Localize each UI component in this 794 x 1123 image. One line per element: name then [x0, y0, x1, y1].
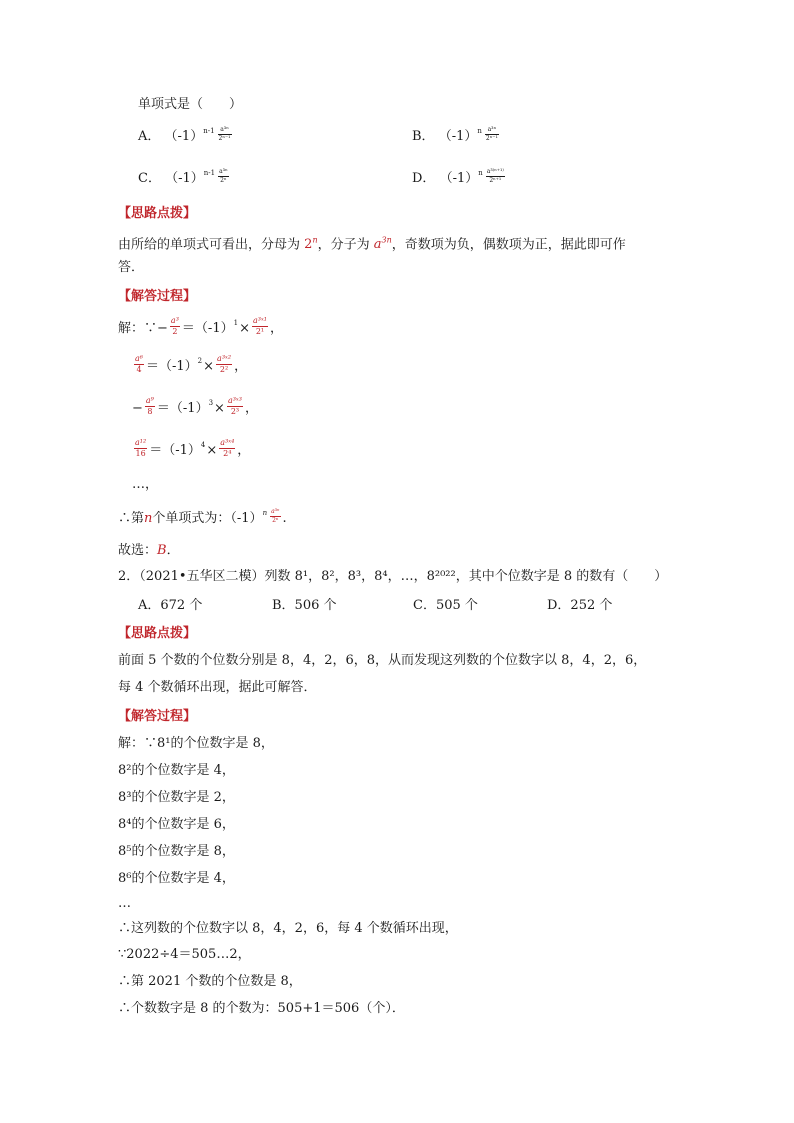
q2-option-c: C．505 个: [413, 598, 478, 613]
rhs-fraction: [216, 354, 232, 375]
denominator: 2ⁿ⁻¹: [218, 135, 231, 142]
solution-prefix: 解：∵: [118, 321, 158, 336]
option-fraction: [218, 126, 232, 143]
answer-value: B: [157, 543, 167, 558]
numerator: a³ⁿ: [219, 168, 228, 175]
ellipsis: …，: [132, 477, 159, 492]
conclusion-prefix: ∴第: [118, 511, 145, 526]
denominator: 2⁴: [223, 449, 232, 458]
option-letter: B．: [412, 129, 435, 144]
numerator: a³ⁿ: [218, 126, 232, 135]
conclusion-end: .: [282, 511, 287, 526]
prompt-text: 单项式是（ ）: [138, 97, 243, 112]
times-sign: ×: [214, 401, 225, 416]
denominator: 2²: [219, 365, 229, 374]
lhs-fraction: [145, 396, 155, 417]
q2-solution-line: ∴个数数字是 8 的个数为：505+1＝506（个）．: [118, 1001, 405, 1016]
hint-segment: 由所给的单项式可看出，分母为: [118, 237, 301, 253]
numerator: a³⁽ⁿ⁺¹⁾: [486, 168, 504, 175]
option-fraction: [218, 168, 229, 185]
base: （-1）: [169, 401, 209, 416]
rhs-fraction: [227, 396, 243, 417]
numerator: a³: [170, 316, 179, 325]
q2-hint-heading: 【思路点拨】: [118, 626, 197, 641]
numerator: a⁶: [135, 354, 143, 363]
hint-text: [118, 232, 626, 254]
option-base: （-1）: [165, 171, 204, 186]
option-a: [138, 128, 234, 147]
answer-prefix: 故选：: [118, 543, 158, 558]
denominator: 2: [172, 327, 178, 336]
option-exponent: n-1: [203, 127, 215, 135]
solution-conclusion: [118, 510, 287, 529]
numerator: a³ⁿ: [271, 508, 280, 515]
variable-n: n: [144, 511, 153, 526]
option-d: [412, 170, 507, 189]
denominator: 2¹: [255, 327, 265, 336]
lhs-fraction: [134, 354, 144, 375]
solution-row-3: [132, 398, 258, 419]
option-base: （-1）: [164, 129, 204, 144]
exponent: 2: [197, 357, 203, 365]
hint-numerator: [374, 237, 392, 252]
exponent: 3n: [381, 236, 392, 245]
option-exponent: n: [478, 169, 483, 177]
denominator: 4: [136, 365, 142, 374]
hint-segment: ，分子为: [317, 237, 370, 253]
exponent: n: [262, 509, 268, 517]
solution-row-2: [132, 356, 247, 377]
denominator: 2ⁿ: [272, 517, 279, 524]
times-sign: ×: [239, 321, 250, 336]
q2-solution-line: 8⁶的个位数字是 4，: [118, 871, 235, 886]
q2-solution-line: 8⁴的个位数字是 6，: [118, 817, 235, 832]
q2-solution-line: ∴第 2021 个数的个位数是 8，: [118, 974, 302, 989]
base: （-1）: [194, 321, 234, 336]
times-sign: ×: [203, 359, 215, 374]
equals-sign: ＝: [181, 321, 195, 336]
denominator: 2ⁿ: [220, 177, 227, 184]
q2-solution-line: 解：∵8¹的个位数字是 8，: [118, 736, 274, 751]
q2-option-d: D．252 个: [547, 598, 613, 613]
q2-option-a: A．672 个: [138, 598, 203, 613]
q2-solution-line: 8⁵的个位数字是 8，: [118, 844, 235, 859]
q2-hint-line2: 每 4 个数循环出现，据此可解答．: [118, 680, 317, 695]
option-letter: D．: [412, 171, 436, 186]
q2-solution-heading: 【解答过程】: [118, 709, 197, 724]
lhs-fraction: [170, 316, 180, 337]
row-end: ，: [270, 321, 284, 336]
numerator: a¹²: [135, 438, 147, 447]
sign: −: [157, 321, 168, 336]
option-exponent: n-1: [203, 169, 216, 177]
option-fraction: [486, 168, 505, 185]
solution-heading: 【解答过程】: [118, 289, 197, 304]
option-b: [412, 128, 501, 147]
question-2-stem: 2．（2021•五华区二模）列数 8¹，8²，8³，8⁴，…，8²⁰²²，其中个位数字是 8 的数有（ ）: [118, 569, 668, 584]
solution-row-4: [132, 440, 250, 461]
q2-solution-line: 8³的个位数字是 2，: [118, 790, 235, 805]
base: 2: [304, 237, 313, 253]
option-letter: C．: [138, 171, 161, 186]
base: （-1）: [159, 359, 198, 374]
base: a: [373, 237, 382, 253]
option-exponent: n: [477, 127, 482, 135]
answer-line: [118, 542, 180, 560]
denominator: 16: [135, 449, 146, 458]
conclusion-mid: 个单项式为：（-1）: [152, 511, 263, 526]
row-end: ，: [237, 443, 251, 458]
option-c: [138, 170, 231, 189]
option-fraction: [485, 126, 499, 143]
denominator: 2ⁿ⁻¹: [485, 135, 498, 142]
times-sign: ×: [206, 443, 218, 458]
rhs-fraction: [219, 438, 235, 459]
option-base: （-1）: [439, 171, 479, 186]
question-prompt: [138, 96, 242, 114]
equals-sign: ＝: [149, 443, 163, 458]
numerator: a⁹: [145, 396, 154, 405]
equals-sign: ＝: [156, 401, 170, 416]
base: （-1）: [162, 443, 201, 458]
numerator: a³ˣ¹: [252, 316, 267, 325]
denominator: 8: [147, 407, 153, 416]
hint-text-line2: 答．: [118, 260, 145, 275]
denominator: 2ⁿ⁺¹: [489, 177, 502, 184]
q2-option-b: B．506 个: [272, 598, 337, 613]
equals-sign: ＝: [145, 359, 159, 374]
hint-denominator: [304, 237, 317, 252]
exponent: 3: [208, 399, 214, 407]
solution-row-1: [118, 318, 283, 339]
numerator: a³ⁿ: [485, 126, 499, 135]
row-end: ，: [244, 401, 258, 416]
q2-solution-line: ∴这列数的个位数字以 8，4，2，6，每 4 个数循环出现，: [118, 921, 458, 936]
sign: −: [132, 401, 143, 416]
q2-solution-line: ∵2022÷4＝505…2，: [118, 947, 251, 962]
exponent: 4: [200, 441, 206, 449]
lhs-fraction: [134, 438, 147, 459]
q2-solution-line: 8²的个位数字是 4，: [118, 763, 235, 778]
answer-end: ．: [166, 543, 180, 558]
option-base: （-1）: [438, 129, 478, 144]
exponent: 1: [233, 319, 239, 327]
hint-heading: 【思路点拨】: [118, 206, 197, 221]
numerator: a³ˣ²: [217, 354, 232, 363]
q2-solution-line: …: [118, 896, 131, 911]
option-letter: A．: [138, 129, 161, 144]
denominator: 2³: [230, 407, 240, 416]
row-end: ，: [234, 359, 248, 374]
conclusion-fraction: [270, 508, 280, 525]
numerator: a³ˣ⁴: [220, 438, 235, 447]
rhs-fraction: [252, 316, 268, 337]
hint-segment: ，奇数项为负，偶数项为正，据此即可作: [391, 237, 626, 253]
numerator: a³ˣ³: [227, 396, 242, 405]
exponent: n: [312, 236, 318, 245]
q2-hint-line1: 前面 5 个数的个位数分别是 8，4，2，6，8，从而发现这列数的个位数字以 8，4，2，6，: [118, 653, 647, 668]
